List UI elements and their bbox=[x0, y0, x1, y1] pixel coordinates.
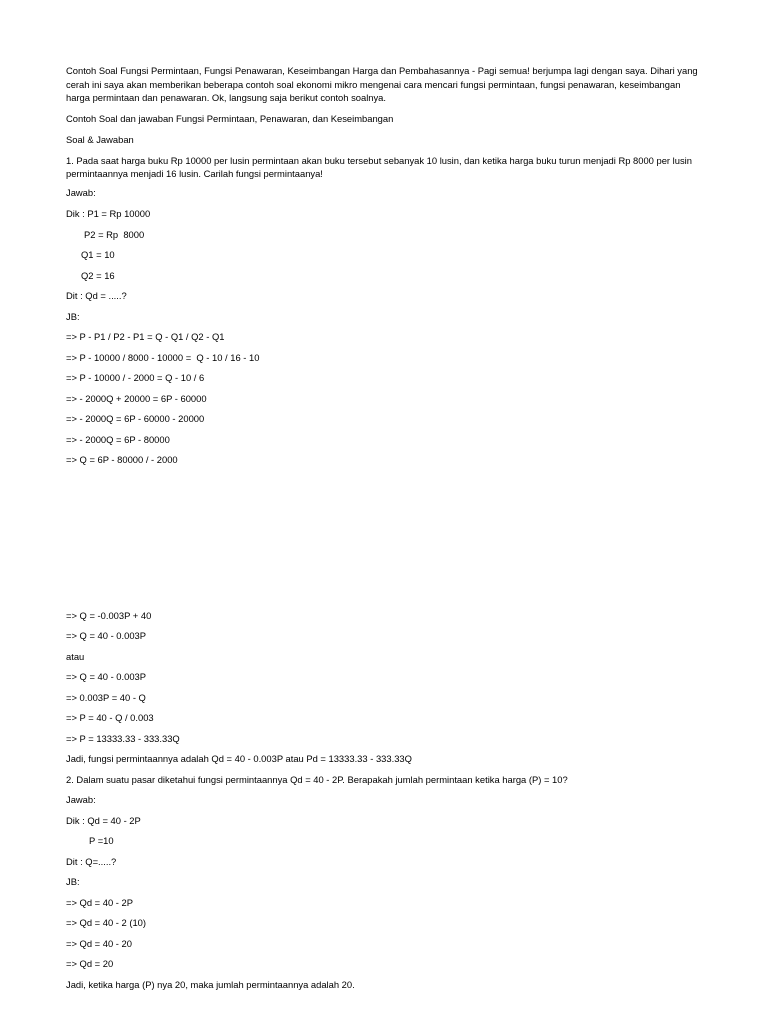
problem1-step: => - 2000Q = 6P - 60000 - 20000 bbox=[66, 413, 205, 424]
problem2-step: => Qd = 40 - 2P bbox=[66, 897, 133, 908]
problem1-step: => Q = 40 - 0.003P bbox=[66, 671, 147, 682]
problem1-step: => P = 13333.33 - 333.33Q bbox=[66, 733, 180, 744]
problem1-step: => P - 10000 / 8000 - 10000 = Q - 10 / 16 - 10 bbox=[66, 352, 260, 363]
problem1-step: => - 2000Q = 6P - 80000 bbox=[66, 434, 170, 445]
intro-paragraph: Contoh Soal Fungsi Permintaan, Fungsi Penawaran, Keseimbangan Harga dan Pembahasannya - Pagi semua! berjumpa lagi dengan saya. Dihari yang cerah ini saya akan memberikan beberapa contoh soal ekonomi mikro mengenai cara mencari fungsi permintaan, fungsi penawaran, keseimbangan harga permintaan dan penawaran. Ok, langsung saja berikut contoh soalnya. bbox=[66, 65, 698, 103]
problem2-jawab: Jawab: bbox=[66, 794, 96, 805]
problem1-jawab: Jawab: bbox=[66, 187, 96, 198]
problem2-step: => Qd = 20 bbox=[66, 958, 114, 969]
problem1-step: => - 2000Q + 20000 = 6P - 60000 bbox=[66, 393, 207, 404]
problem1-step: => Q = 6P - 80000 / - 2000 bbox=[66, 454, 178, 465]
problem1-step: => Q = 40 - 0.003P bbox=[66, 630, 147, 641]
problem2-step: => Qd = 40 - 20 bbox=[66, 938, 132, 949]
problem1-conclusion: Jadi, fungsi permintaannya adalah Qd = 40 - 0.003P atau Pd = 13333.33 - 333.33Q bbox=[66, 753, 412, 764]
section-heading: Contoh Soal dan jawaban Fungsi Permintaan, Penawaran, dan Keseimbangan bbox=[66, 113, 394, 124]
problem2-dik-p: P =10 bbox=[89, 835, 114, 846]
problem1-dik-q2: Q2 = 16 bbox=[81, 270, 115, 281]
problem2-conclusion: Jadi, ketika harga (P) nya 20, maka jumlah permintaannya adalah 20. bbox=[66, 979, 355, 990]
problem1-question: 1. Pada saat harga buku Rp 10000 per lusin permintaan akan buku tersebut sebanyak 10 lusin, dan ketika harga buku turun menjadi Rp 8000 per lusin permintaannya menjadi 16 lusin. Carilah fungsi permintaanya! bbox=[66, 155, 692, 179]
problem1-step: => Q = -0.003P + 40 bbox=[66, 610, 152, 621]
problem1-jb: JB: bbox=[66, 311, 80, 322]
problem2-step: => Qd = 40 - 2 (10) bbox=[66, 917, 146, 928]
problem2-question: 2. Dalam suatu pasar diketahui fungsi permintaannya Qd = 40 - 2P. Berapakah jumlah permintaan ketika harga (P) = 10? bbox=[66, 774, 568, 785]
problem1-dik-q1: Q1 = 10 bbox=[81, 249, 115, 260]
problem1-step: => P - P1 / P2 - P1 = Q - Q1 / Q2 - Q1 bbox=[66, 331, 225, 342]
section-subheading: Soal & Jawaban bbox=[66, 134, 134, 145]
problem1-dit: Dit : Qd = .....? bbox=[66, 290, 127, 301]
problem1-atau: atau bbox=[66, 651, 85, 662]
problem1-step: => P = 40 - Q / 0.003 bbox=[66, 712, 154, 723]
problem1-step: => 0.003P = 40 - Q bbox=[66, 692, 146, 703]
problem1-dik-p1: Dik : P1 = Rp 10000 bbox=[66, 208, 151, 219]
problem2-dit: Dit : Q=.....? bbox=[66, 856, 117, 867]
problem1-step: => P - 10000 / - 2000 = Q - 10 / 6 bbox=[66, 372, 205, 383]
problem2-jb: JB: bbox=[66, 876, 80, 887]
problem2-dik-qd: Dik : Qd = 40 - 2P bbox=[66, 815, 141, 826]
problem1-dik-p2: P2 = Rp 8000 bbox=[84, 229, 145, 240]
